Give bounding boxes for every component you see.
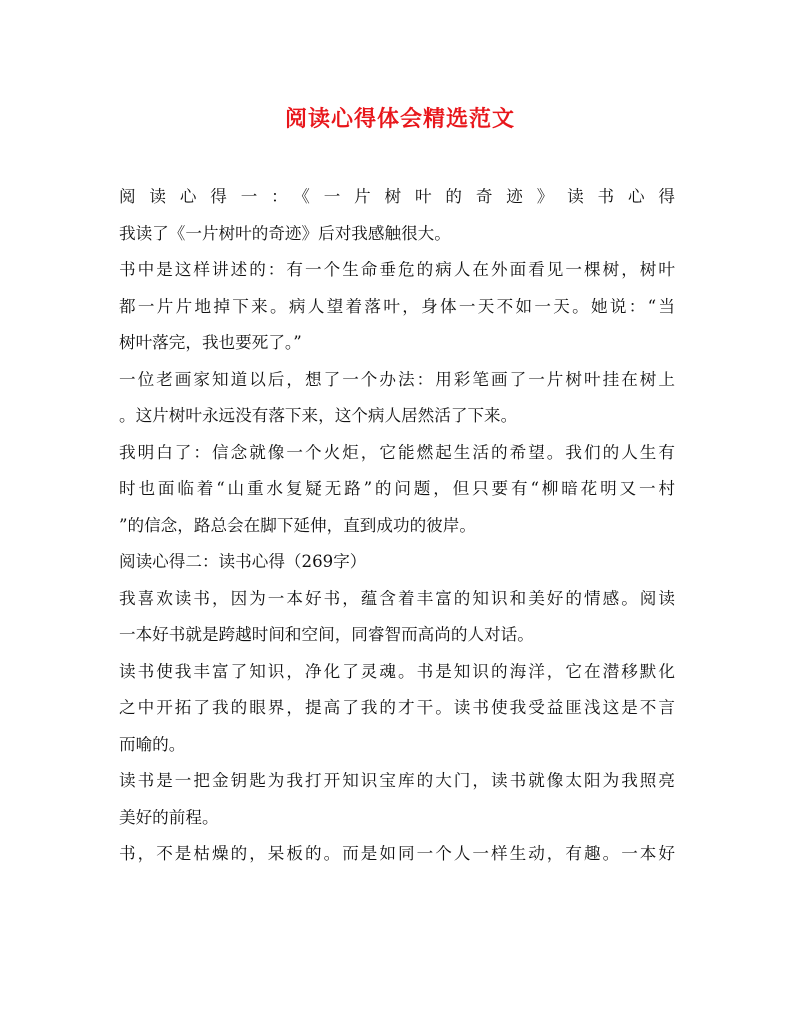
- text-line: 我喜欢读书，因为一本好书，蕴含着丰富的知识和美好的情感。阅读: [119, 588, 675, 608]
- text-line: 美好的前程。: [119, 807, 219, 827]
- text-line: 一本好书就是跨越时间和空间，同睿智而高尚的人对话。: [119, 625, 534, 644]
- document-title: 阅读心得体会精选范文: [284, 106, 515, 132]
- text-line: 我明白了：信念就像一个火炬，它能燃起生活的希望。我们的人生有: [119, 442, 675, 462]
- text-line: 读书是一把金钥匙为我打开知识宝库的大门，读书就像太阳为我照亮: [119, 771, 675, 790]
- text-line: 之中开拓了我的眼界，提高了我的才干。读书使我受益匪浅这是不言: [119, 698, 675, 717]
- text-line: 一位老画家知道以后，想了一个办法：用彩笔画了一片树叶挂在树上: [119, 369, 675, 389]
- text-line: 而喻的。: [119, 734, 186, 754]
- text-line: 。这片树叶永远没有落下来，这个病人居然活了下来。: [119, 406, 518, 425]
- text-line: 树叶落完，我也要死了。”: [119, 333, 302, 352]
- text-line: 时也面临着“山重水复疑无路”的问题，但只要有“柳暗花明又一村: [119, 479, 675, 498]
- text-line: 阅读心得一：《一片树叶的奇迹》读书心得: [119, 187, 675, 206]
- text-line: ”的信念，路总会在脚下延伸，直到成功的彼岸。: [119, 515, 476, 535]
- text-line: 读书使我丰富了知识，净化了灵魂。书是知识的海洋，它在潜移默化: [119, 661, 675, 681]
- document-body: [119, 179, 675, 873]
- text-line: 都一片片地掉下来。病人望着落叶，身体一天不如一天。她说：“当: [119, 296, 675, 316]
- text-line: 书，不是枯燥的，呆板的。而是如同一个人一样生动，有趣。一本好: [119, 844, 675, 863]
- text-line: 书中是这样讲述的：有一个生命垂危的病人在外面看见一棵树，树叶: [119, 260, 675, 279]
- text-line: 我读了《一片树叶的奇迹》后对我感触很大。: [119, 223, 451, 243]
- text-line: 阅读心得二：读书心得（269字）: [119, 552, 367, 571]
